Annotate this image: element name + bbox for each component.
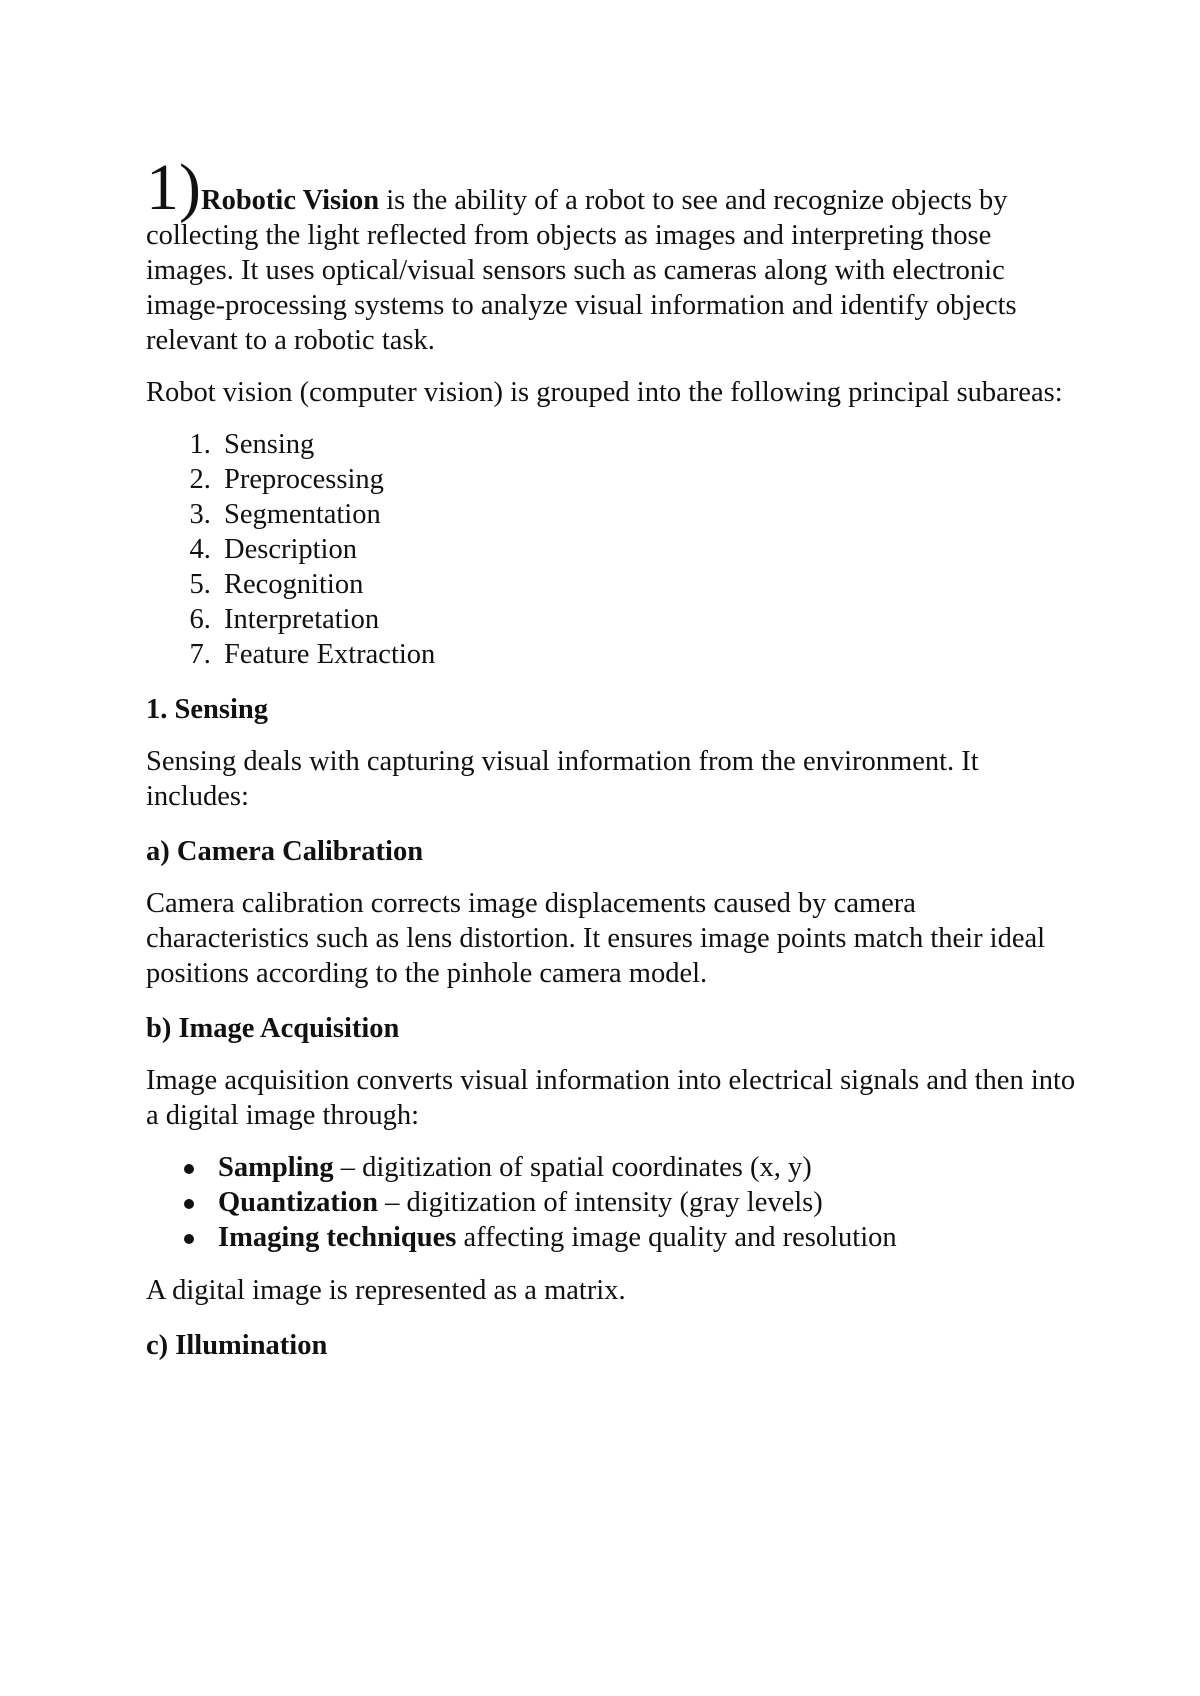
bullet-dot-icon [184, 1164, 194, 1174]
subareas-list [146, 427, 1076, 672]
grouping-paragraph: Robot vision (computer vision) is grouped into the following principal subareas: [146, 377, 1063, 408]
intro-term: Robotic Vision [200, 185, 380, 216]
section-number: 1) [146, 151, 201, 224]
list-item: 2. Preprocessing [218, 462, 1076, 497]
bullet-item [218, 1220, 1076, 1255]
intro-paragraph [146, 151, 1076, 358]
sensing-heading: 1. Sensing [146, 694, 268, 725]
bullet-text: affecting image quality and resolution [456, 1222, 897, 1253]
bullet-dot-icon [184, 1234, 194, 1244]
bullet-term: Imaging techniques [218, 1222, 457, 1253]
sensing-paragraph: Sensing deals with capturing visual information from the environment. It includes: [146, 746, 979, 812]
list-item: 1. Sensing [218, 427, 1076, 462]
matrix-paragraph: A digital image is represented as a matrix. [146, 1275, 626, 1306]
list-item: 7. Feature Extraction [218, 637, 1076, 672]
list-item: 5. Recognition [218, 567, 1076, 602]
list-item: 3. Segmentation [218, 497, 1076, 532]
bullet-term: Sampling [218, 1152, 334, 1183]
image-acquisition-paragraph: Image acquisition converts visual information into electrical signals and then into a digital image through: [146, 1065, 1076, 1131]
document-page [146, 151, 1076, 1380]
acquisition-bullet-list [146, 1150, 1076, 1255]
list-item: 6. Interpretation [218, 602, 1076, 637]
image-acquisition-heading: b) Image Acquisition [146, 1013, 400, 1044]
camera-calibration-paragraph: Camera calibration corrects image displacements caused by camera characteristics such as lens distortion. It ensures image points match their ideal positions according to the pinhole camera model. [146, 888, 1046, 989]
bullet-item [218, 1150, 1076, 1185]
camera-calibration-heading: a) Camera Calibration [146, 836, 424, 867]
bullet-text: – digitization of intensity (gray levels) [377, 1187, 823, 1218]
bullet-item [218, 1185, 1076, 1220]
bullet-dot-icon [184, 1199, 194, 1209]
list-item: 4. Description [218, 532, 1076, 567]
bullet-text: – digitization of spatial coordinates (x, y) [333, 1152, 812, 1183]
illumination-heading: c) Illumination [146, 1330, 328, 1361]
bullet-term: Quantization [218, 1187, 378, 1218]
intro-text: is the ability of a robot to see and recognize objects by collecting the light reflected from objects as images and interpreting those images. It uses optical/visual sensors such as cameras along with electronic image-processing systems to analyze visual information and identify objects relevant to a robotic task. [146, 185, 1017, 356]
